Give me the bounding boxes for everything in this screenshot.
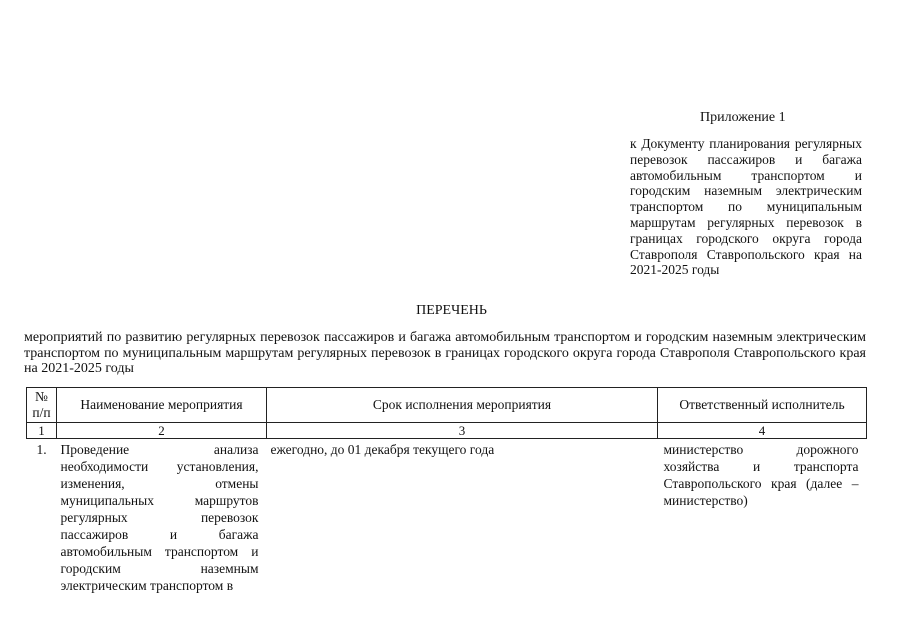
header-term: Срок исполнения мероприятия xyxy=(267,388,658,423)
row-executor: министерство дорожного хозяйства и транспорта Ставропольского края (далее – министерство) xyxy=(658,439,867,632)
table-header-row xyxy=(27,388,867,423)
header-executor: Ответственный исполнитель xyxy=(658,388,867,423)
column-number-row xyxy=(27,423,867,439)
column-number: 4 xyxy=(658,423,867,439)
row-name: Проведение анализа необходимости установления, изменения, отмены муниципальных маршрутов регулярных перевозок пассажиров и багажа автомобильным транспортом и городским наземным электрическим транспортом в xyxy=(57,439,267,632)
column-number: 1 xyxy=(27,423,57,439)
list-subtitle: мероприятий по развитию регулярных перевозок пассажиров и багажа автомобильным транспортом и городским наземным электрическим транспортом по муниципальным маршрутам регулярных перевозок в границах городского округа города Ставрополя Ставропольского края на 2021-2025 годы xyxy=(24,330,866,376)
row-num: 1. xyxy=(27,439,57,632)
appendix-note: к Документу планирования регулярных перевозок пассажиров и багажа автомобильным транспортом и городским наземным электрическим транспортом по муниципальным маршрутам регулярных перевозок в границах городского округа города Ставрополя Ставропольского края на 2021-2025 годы xyxy=(630,136,862,278)
table-row xyxy=(27,439,867,632)
row-term: ежегодно, до 01 декабря текущего года xyxy=(267,439,658,632)
header-name: Наименование мероприятия xyxy=(57,388,267,423)
column-number: 3 xyxy=(267,423,658,439)
header-num: № п/п xyxy=(27,388,57,423)
list-title: ПЕРЕЧЕНЬ xyxy=(416,303,487,318)
measures-table xyxy=(26,387,867,631)
appendix-title: Приложение 1 xyxy=(700,110,786,125)
column-number: 2 xyxy=(57,423,267,439)
